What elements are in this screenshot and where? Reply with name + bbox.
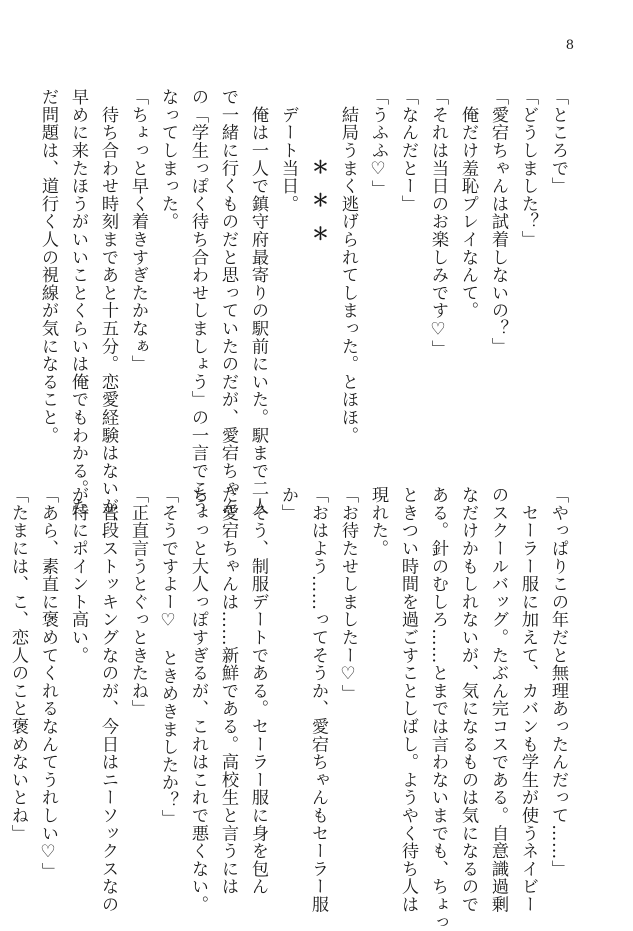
text-line: 普段ストッキングなのが、今日はニーソックスなの bbox=[98, 486, 118, 914]
text-line: か」 bbox=[278, 486, 298, 522]
text-line: ときつい時間を過ごすことしばし。ようやく待ち人は bbox=[398, 486, 418, 914]
text-line: 「あら、素直に褒めてくれるなんてうれしい♡」 bbox=[38, 486, 58, 881]
text-line: 「おはよう……ってそうか、愛宕ちゃんもセーラー服 bbox=[308, 486, 328, 914]
text-line: セーラー服に加えて、カバンも学生が使うネイビー bbox=[518, 486, 538, 914]
text-line: 結局うまく逃げられてしまった。とほほ。 bbox=[338, 88, 358, 444]
text-line: そう、制服デートである。セーラー服に身を包ん bbox=[248, 486, 268, 896]
scene-break: ＊＊＊ bbox=[308, 158, 328, 258]
text-line: 「そうですよー♡ ときめきましたか？」 bbox=[158, 486, 178, 827]
text-line: 俺だけ羞恥プレイなんて。 bbox=[458, 88, 478, 320]
text-line: 「うふふ♡」 bbox=[368, 88, 388, 198]
text-line: なってしまった。 bbox=[158, 88, 178, 231]
text-line: 「それは当日のお楽しみです♡」 bbox=[428, 88, 448, 358]
text-line: のスクールバッグ。たぶん完コスである。自意識過剰 bbox=[488, 486, 508, 914]
text-line: で一緒に行くものだと思っていたのだが、愛宕ちゃん bbox=[218, 88, 238, 516]
text-line: が特にポイント高い。 bbox=[68, 486, 88, 664]
lower-text-block bbox=[8, 486, 573, 931]
text-line: 「どうしました？」 bbox=[518, 88, 538, 249]
text-line: 「なんだとー」 bbox=[398, 88, 418, 213]
text-line: 「正直言うとぐっときたね」 bbox=[128, 486, 148, 718]
text-line: だ愛宕ちゃんは……新鮮である。高校生と言うには bbox=[218, 486, 238, 896]
text-line: 「愛宕ちゃんは試着しないの？」 bbox=[488, 88, 508, 355]
text-line: 早めに来たほうがいいことくらいは俺でもわかる。た bbox=[68, 88, 88, 516]
text-line: 「ところで」 bbox=[548, 88, 568, 195]
text-line: 「ちょっと早く着きすぎたかなぁ」 bbox=[128, 88, 148, 373]
text-line: なだけかもしれないが、気になるものは気になるので bbox=[458, 486, 478, 914]
text-line: 待ち合わせ時刻まであと十五分。恋愛経験はないが、 bbox=[98, 88, 118, 533]
text-line: 「お待たせしましたー♡」 bbox=[338, 486, 358, 703]
page-number: 8 bbox=[565, 38, 575, 53]
text-line: だ問題は、道行く人の視線が気になること。 bbox=[38, 88, 58, 444]
text-line: 現れた。 bbox=[368, 486, 388, 558]
text-line: 「たまには、こ、恋人のこと褒めないとね」 bbox=[8, 486, 28, 842]
text-line: の「学生っぽく待ち合わせしましょう」の一言でこう bbox=[188, 88, 208, 516]
text-line: 「やっぱりこの年だと無理あったんだって……」 bbox=[548, 486, 568, 878]
text-line: ちょっと大人っぽすぎるが、これはこれで悪くない。 bbox=[188, 486, 208, 914]
text-line: 俺は一人で鎮守府最寄りの駅前にいた。駅まで二人 bbox=[248, 88, 268, 516]
text-line: デート当日。 bbox=[278, 88, 298, 213]
text-line: ある。針のむしろ……とまでは言わないまでも、ちょっ bbox=[428, 486, 448, 931]
